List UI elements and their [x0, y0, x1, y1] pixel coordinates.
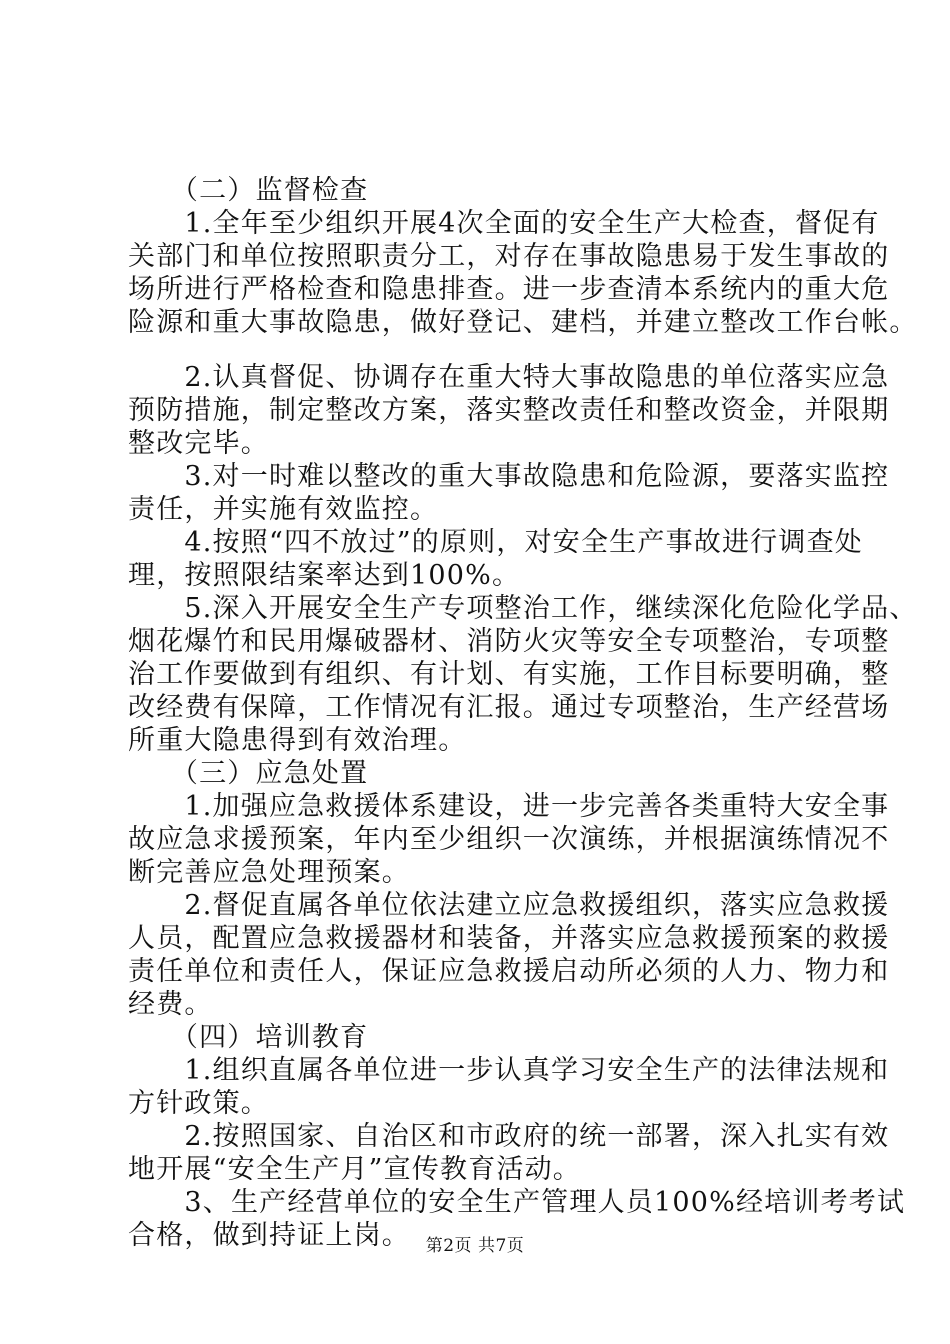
paragraph-line: 治工作要做到有组织、有计划、有实施，工作目标要明确，整 — [128, 659, 890, 690]
paragraph-line: 1.组织直属各单位进一步认真学习安全生产的法律法规和 — [128, 1055, 890, 1086]
paragraph-line: 场所进行严格检查和隐患排查。进一步查清本系统内的重大危 — [128, 274, 890, 305]
section-heading-training: （四）培训教育 — [128, 1022, 369, 1053]
paragraph-line: 3.对一时难以整改的重大事故隐患和危险源，要落实监控 — [128, 461, 890, 492]
paragraph-line: 改经费有保障，工作情况有汇报。通过专项整治，生产经营场 — [128, 692, 890, 723]
paragraph-line: 2.督促直属各单位依法建立应急救援组织，落实应急救援 — [128, 890, 890, 921]
paragraph-line: 5.深入开展安全生产专项整治工作，继续深化危险化学品、 — [128, 593, 918, 624]
paragraph-line: 2.按照国家、自治区和市政府的统一部署，深入扎实有效 — [128, 1121, 890, 1152]
paragraph-line: 3、生产经营单位的安全生产管理人员100%经培训考考试 — [128, 1187, 906, 1218]
paragraph-line: 人员，配置应急救援器材和装备，并落实应急救援预案的救援 — [128, 923, 890, 954]
paragraph-line: 地开展“安全生产月”宣传教育活动。 — [128, 1154, 582, 1185]
paragraph-line: 整改完毕。 — [128, 428, 269, 459]
section-heading-emergency: （三）应急处置 — [128, 758, 369, 789]
paragraph-line: 方针政策。 — [128, 1088, 269, 1119]
page-number-footer: 第2页 共7页 — [425, 1236, 525, 1256]
paragraph-line: 1.加强应急救援体系建设，进一步完善各类重特大安全事 — [128, 791, 890, 822]
paragraph-line: 预防措施，制定整改方案，落实整改责任和整改资金，并限期 — [128, 395, 890, 426]
paragraph-line: 关部门和单位按照职责分工，对存在事故隐患易于发生事故的 — [128, 241, 890, 272]
paragraph-line: 2.认真督促、协调存在重大特大事故隐患的单位落实应急 — [128, 362, 890, 393]
paragraph-line: 险源和重大事故隐患，做好登记、建档，并建立整改工作台帐。 — [128, 307, 918, 338]
paragraph-line: 理，按照限结案率达到100%。 — [128, 560, 521, 591]
paragraph-line: 4.按照“四不放过”的原则，对安全生产事故进行调查处 — [128, 527, 863, 558]
paragraph-line: 合格，做到持证上岗。 — [128, 1220, 410, 1251]
paragraph-line: 责任单位和责任人，保证应急救援启动所必须的人力、物力和 — [128, 956, 890, 987]
paragraph-line: 烟花爆竹和民用爆破器材、消防火灾等安全专项整治，专项整 — [128, 626, 890, 657]
section-heading-supervision: （二）监督检查 — [128, 175, 369, 206]
paragraph-line: 1.全年至少组织开展4次全面的安全生产大检查，督促有 — [128, 208, 880, 239]
paragraph-line: 经费。 — [128, 989, 213, 1020]
paragraph-line: 故应急求援预案，年内至少组织一次演练，并根据演练情况不 — [128, 824, 890, 855]
paragraph-line: 所重大隐患得到有效治理。 — [128, 725, 467, 756]
paragraph-line: 责任，并实施有效监控。 — [128, 494, 439, 525]
paragraph-line: 断完善应急处理预案。 — [128, 857, 410, 888]
